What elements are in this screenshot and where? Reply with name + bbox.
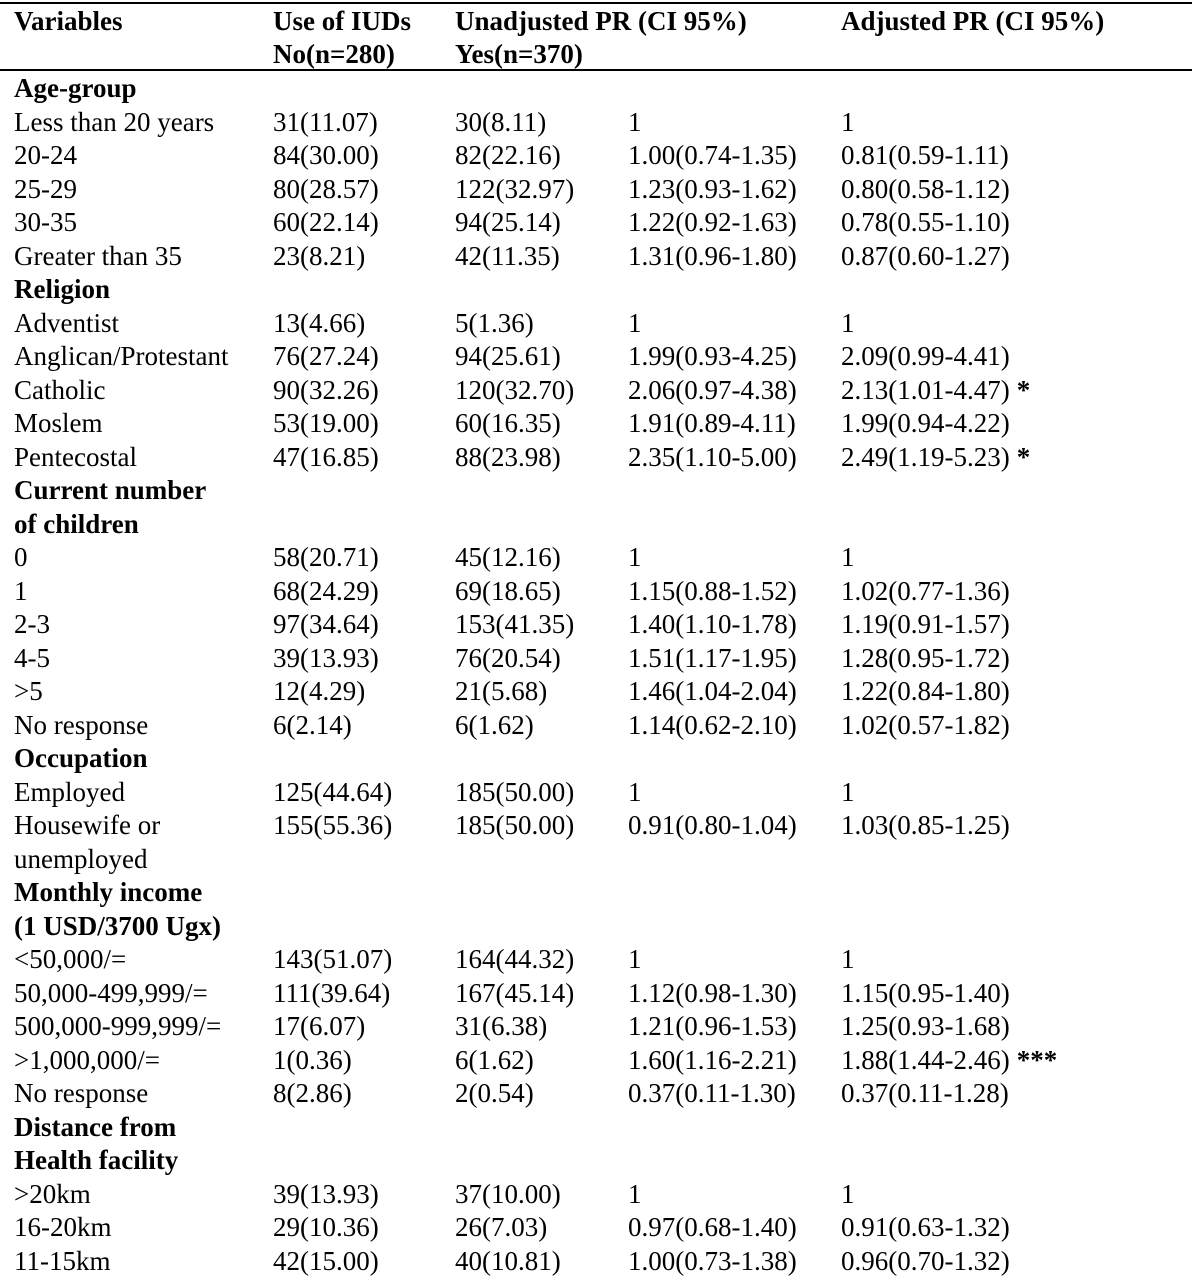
variable-label: >5 <box>14 676 43 706</box>
unadjusted-pr-cell: 1.46(1.04-2.04) <box>628 676 797 706</box>
no-iud-cell: 125(44.64) <box>273 776 393 807</box>
yes-iud-cell: 60(16.35) <box>455 408 561 438</box>
no-iud-cell: 58(20.71) <box>273 542 379 572</box>
adjusted-pr-cell: 1.25(0.93-1.68) <box>841 1011 1010 1041</box>
unadjusted-pr-cell: 1.14(0.62-2.10) <box>628 709 797 740</box>
yes-iud-cell: 26(7.03) <box>455 1212 548 1242</box>
variable-label: Pentecostal <box>14 441 137 472</box>
unadjusted-pr-cell: 1 <box>628 106 642 137</box>
adjusted-pr-cell: 1 <box>841 106 855 137</box>
table-row <box>0 776 1192 810</box>
yes-iud-cell: 94(25.14) <box>455 207 561 237</box>
table-row <box>0 1178 1192 1212</box>
unadjusted-pr-cell: 1 <box>628 307 642 338</box>
yes-iud-cell: 185(50.00) <box>455 810 575 840</box>
unadjusted-pr-cell: 2.35(1.10-5.00) <box>628 441 797 472</box>
table-row <box>0 407 1192 441</box>
variable-label: Catholic <box>14 374 106 405</box>
section-label: Religion <box>14 274 111 304</box>
variable-label: <50,000/= <box>14 944 127 974</box>
section-label: of children <box>14 508 139 539</box>
adjusted-pr-value: 2.49(1.19-5.23) <box>841 441 1010 472</box>
variable-label: 500,000-999,999/= <box>14 1011 222 1041</box>
variable-label: No response <box>14 1078 149 1108</box>
variable-label: >1,000,000/= <box>14 1044 160 1075</box>
section-header-row <box>0 273 1192 307</box>
adjusted-pr-cell: 2.09(0.99-4.41) <box>841 341 1010 371</box>
table-row <box>0 173 1192 207</box>
section-label: Current number <box>14 475 207 505</box>
table-row <box>0 106 1192 140</box>
significance-marker: * <box>1016 374 1031 405</box>
table-row <box>0 1077 1192 1111</box>
header-adjusted-pr: Adjusted PR (CI 95%) <box>841 6 1105 36</box>
adjusted-pr-cell: 1 <box>841 1178 855 1209</box>
table-row <box>0 843 1192 877</box>
section-header-row <box>0 910 1192 944</box>
section-label: Monthly income <box>14 877 203 907</box>
adjusted-pr-cell: 1 <box>841 542 855 572</box>
yes-iud-cell: 164(44.32) <box>455 944 575 974</box>
table-row <box>0 441 1192 475</box>
no-iud-cell: 97(34.64) <box>273 609 379 639</box>
adjusted-pr-cell <box>841 1044 1057 1078</box>
no-iud-cell: 80(28.57) <box>273 173 379 204</box>
variable-label: 16-20km <box>14 1212 112 1242</box>
table-row <box>0 1245 1192 1279</box>
unadjusted-pr-cell: 0.37(0.11-1.30) <box>628 1078 796 1108</box>
variable-label: Greater than 35 <box>14 240 182 271</box>
variable-label: Employed <box>14 776 125 807</box>
table-row <box>0 809 1192 843</box>
variable-label: Anglican/Protestant <box>14 341 229 371</box>
adjusted-pr-cell: 0.87(0.60-1.27) <box>841 240 1010 271</box>
unadjusted-pr-cell: 1.40(1.10-1.78) <box>628 609 797 639</box>
adjusted-pr-cell: 0.91(0.63-1.32) <box>841 1212 1010 1242</box>
no-iud-cell: 53(19.00) <box>273 408 379 438</box>
significance-marker: *** <box>1016 1044 1058 1075</box>
unadjusted-pr-cell: 1.31(0.96-1.80) <box>628 240 797 271</box>
unadjusted-pr-cell: 2.06(0.97-4.38) <box>628 374 797 405</box>
variable-label: 0 <box>14 542 28 572</box>
yes-iud-cell: 88(23.98) <box>455 441 561 472</box>
adjusted-pr-cell <box>841 441 1030 475</box>
yes-iud-cell: 185(50.00) <box>455 776 575 807</box>
adjusted-pr-cell: 1.02(0.77-1.36) <box>841 575 1010 606</box>
yes-iud-cell: 153(41.35) <box>455 609 575 639</box>
unadjusted-pr-cell: 1.22(0.92-1.63) <box>628 207 797 237</box>
no-iud-cell: 143(51.07) <box>273 944 393 974</box>
unadjusted-pr-cell: 1 <box>628 1178 642 1209</box>
no-iud-cell: 155(55.36) <box>273 810 393 840</box>
table-row <box>0 575 1192 609</box>
table-row <box>0 642 1192 676</box>
adjusted-pr-cell: 0.80(0.58-1.12) <box>841 173 1010 204</box>
table-row <box>0 1010 1192 1044</box>
variable-label: 2-3 <box>14 609 50 639</box>
table-row <box>0 675 1192 709</box>
unadjusted-pr-cell: 1 <box>628 542 642 572</box>
no-iud-cell: 17(6.07) <box>273 1011 366 1041</box>
yes-iud-cell: 30(8.11) <box>455 106 547 137</box>
header-use-of-iuds: Use of IUDs <box>273 6 411 36</box>
no-iud-cell: 42(15.00) <box>273 1245 379 1276</box>
header-variables: Variables <box>14 6 123 36</box>
no-iud-cell: 60(22.14) <box>273 207 379 237</box>
table-row <box>0 139 1192 173</box>
no-iud-cell: 1(0.36) <box>273 1044 352 1075</box>
no-iud-cell: 47(16.85) <box>273 441 379 472</box>
unadjusted-pr-cell: 0.97(0.68-1.40) <box>628 1212 797 1242</box>
yes-iud-cell: 42(11.35) <box>455 240 560 271</box>
table-row <box>0 541 1192 575</box>
yes-iud-cell: 40(10.81) <box>455 1245 561 1276</box>
yes-iud-cell: 122(32.97) <box>455 173 575 204</box>
unadjusted-pr-cell: 1.00(0.74-1.35) <box>628 140 797 170</box>
yes-iud-cell: 167(45.14) <box>455 977 575 1008</box>
variable-label: unemployed <box>14 843 148 874</box>
yes-iud-cell: 6(1.62) <box>455 1044 534 1075</box>
variable-label: 4-5 <box>14 642 50 673</box>
section-header-row <box>0 72 1192 106</box>
table-row <box>0 709 1192 743</box>
adjusted-pr-cell: 1.22(0.84-1.80) <box>841 676 1010 706</box>
section-header-row <box>0 508 1192 542</box>
unadjusted-pr-cell: 1.51(1.17-1.95) <box>628 642 797 673</box>
adjusted-pr-cell: 1.28(0.95-1.72) <box>841 642 1010 673</box>
adjusted-pr-cell: 1 <box>841 944 855 974</box>
variable-label: >20km <box>14 1178 91 1209</box>
section-label: Age-group <box>14 73 137 103</box>
unadjusted-pr-cell: 1.00(0.73-1.38) <box>628 1245 797 1276</box>
no-iud-cell: 90(32.26) <box>273 374 379 405</box>
adjusted-pr-cell: 1 <box>841 307 855 338</box>
table-header-rule <box>0 69 1192 71</box>
yes-iud-cell: 94(25.61) <box>455 341 561 371</box>
adjusted-pr-cell <box>841 374 1030 408</box>
table-row <box>0 1044 1192 1078</box>
variable-label: Moslem <box>14 408 103 438</box>
yes-iud-cell: 120(32.70) <box>455 374 575 405</box>
yes-iud-cell: 82(22.16) <box>455 140 561 170</box>
table-row <box>0 340 1192 374</box>
section-label: (1 USD/3700 Ugx) <box>14 910 221 941</box>
variable-label: No response <box>14 709 149 740</box>
variable-label: 25-29 <box>14 173 77 204</box>
unadjusted-pr-cell: 1.99(0.93-4.25) <box>628 341 797 371</box>
section-header-row <box>0 742 1192 776</box>
table-row <box>0 943 1192 977</box>
no-iud-cell: 6(2.14) <box>273 709 352 740</box>
variable-label: 50,000-499,999/= <box>14 977 208 1008</box>
adjusted-pr-cell: 1.99(0.94-4.22) <box>841 408 1010 438</box>
header-unadjusted-pr: Unadjusted PR (CI 95%) <box>455 6 747 36</box>
adjusted-pr-cell: 1.19(0.91-1.57) <box>841 609 1010 639</box>
unadjusted-pr-cell: 1.15(0.88-1.52) <box>628 575 797 606</box>
section-header-row <box>0 474 1192 508</box>
variable-label: 11-15km <box>14 1245 111 1276</box>
yes-iud-cell: 31(6.38) <box>455 1011 548 1041</box>
table-row <box>0 1211 1192 1245</box>
table-row <box>0 206 1192 240</box>
variable-label: Less than 20 years <box>14 106 215 137</box>
yes-iud-cell: 2(0.54) <box>455 1078 534 1108</box>
unadjusted-pr-cell: 1 <box>628 944 642 974</box>
adjusted-pr-cell: 1.15(0.95-1.40) <box>841 977 1010 1008</box>
yes-iud-cell: 76(20.54) <box>455 642 561 673</box>
adjusted-pr-cell: 0.78(0.55-1.10) <box>841 207 1010 237</box>
section-label: Distance from <box>14 1111 177 1142</box>
variable-label: 30-35 <box>14 207 77 237</box>
variable-label: Housewife or <box>14 810 161 840</box>
variable-label: Adventist <box>14 307 119 338</box>
no-iud-cell: 29(10.36) <box>273 1212 379 1242</box>
no-iud-cell: 111(39.64) <box>273 977 391 1008</box>
no-iud-cell: 31(11.07) <box>273 106 378 137</box>
adjusted-pr-cell: 0.96(0.70-1.32) <box>841 1245 1010 1276</box>
table-row <box>0 307 1192 341</box>
no-iud-cell: 8(2.86) <box>273 1078 352 1108</box>
section-header-row <box>0 1111 1192 1145</box>
yes-iud-cell: 37(10.00) <box>455 1178 561 1209</box>
section-label: Health facility <box>14 1145 179 1175</box>
unadjusted-pr-cell: 1.91(0.89-4.11) <box>628 408 796 438</box>
yes-iud-cell: 6(1.62) <box>455 709 534 740</box>
no-iud-cell: 84(30.00) <box>273 140 379 170</box>
unadjusted-pr-cell: 1.60(1.16-2.21) <box>628 1044 797 1075</box>
unadjusted-pr-cell: 1.23(0.93-1.62) <box>628 173 797 204</box>
section-label: Occupation <box>14 743 148 773</box>
no-iud-cell: 76(27.24) <box>273 341 379 371</box>
adjusted-pr-cell: 1.02(0.57-1.82) <box>841 709 1010 740</box>
table-row <box>0 374 1192 408</box>
header-no-count: No(n=280) <box>273 39 395 69</box>
no-iud-cell: 23(8.21) <box>273 240 366 271</box>
adjusted-pr-cell: 0.37(0.11-1.28) <box>841 1078 1009 1108</box>
yes-iud-cell: 69(18.65) <box>455 575 561 606</box>
yes-iud-cell: 5(1.36) <box>455 307 534 338</box>
no-iud-cell: 39(13.93) <box>273 642 379 673</box>
adjusted-pr-cell: 1 <box>841 776 855 807</box>
table-row <box>0 240 1192 274</box>
significance-marker: * <box>1016 441 1031 472</box>
yes-iud-cell: 21(5.68) <box>455 676 548 706</box>
variable-label: 1 <box>14 575 28 606</box>
table-row <box>0 608 1192 642</box>
no-iud-cell: 68(24.29) <box>273 575 379 606</box>
adjusted-pr-cell: 1.03(0.85-1.25) <box>841 810 1010 840</box>
table-top-rule <box>0 2 1192 4</box>
adjusted-pr-cell: 0.81(0.59-1.11) <box>841 140 1009 170</box>
unadjusted-pr-cell: 1.12(0.98-1.30) <box>628 977 797 1008</box>
section-header-row <box>0 1144 1192 1178</box>
yes-iud-cell: 45(12.16) <box>455 542 561 572</box>
no-iud-cell: 12(4.29) <box>273 676 366 706</box>
unadjusted-pr-cell: 0.91(0.80-1.04) <box>628 810 797 840</box>
header-yes-count: Yes(n=370) <box>455 39 583 69</box>
unadjusted-pr-cell: 1.21(0.96-1.53) <box>628 1011 797 1041</box>
section-header-row <box>0 876 1192 910</box>
table-row <box>0 977 1192 1011</box>
variable-label: 20-24 <box>14 140 77 170</box>
no-iud-cell: 39(13.93) <box>273 1178 379 1209</box>
no-iud-cell: 13(4.66) <box>273 307 366 338</box>
unadjusted-pr-cell: 1 <box>628 776 642 807</box>
adjusted-pr-value: 2.13(1.01-4.47) <box>841 374 1010 405</box>
adjusted-pr-value: 1.88(1.44-2.46) <box>841 1044 1010 1075</box>
